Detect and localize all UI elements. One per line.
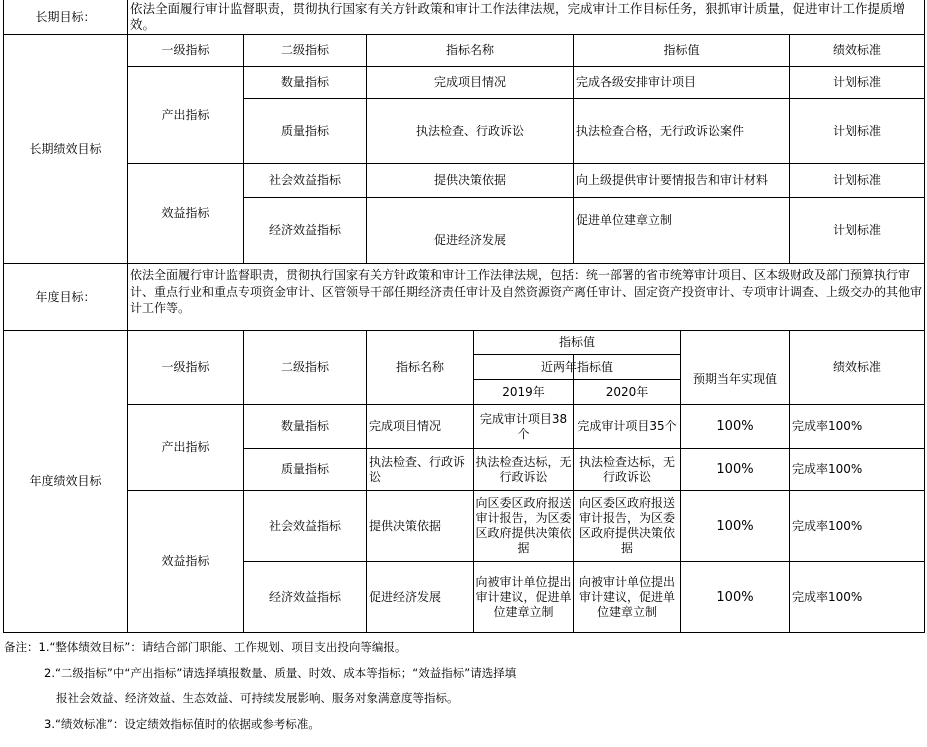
- an-row-social-standard: 完成率100%: [792, 518, 863, 533]
- lt-row-quantity-value: 完成各级安排审计项目: [576, 75, 697, 89]
- an-row-quantity-2020: 完成审计项目35个: [577, 419, 677, 433]
- note-3: 3.“绩效标准”：设定绩效指标值时的依据或参考标准。: [44, 717, 320, 731]
- an-row-social-name: 提供决策依据: [369, 518, 442, 533]
- long-term-goal-text: 依法全面履行审计监督职责，贯彻执行国家有关方针政策和审计工作法律法规，完成审计工作目标任务，狠抓审计质量，促进审计工作提质增效。: [130, 1, 906, 32]
- an-header-recent-two-years: 近两年指标值: [540, 359, 613, 374]
- lt-row-social-level2: 社会效益指标: [268, 173, 341, 187]
- an-row-quantity-expected: 100%: [716, 419, 754, 434]
- lt-row-social-name: 提供决策依据: [433, 173, 506, 187]
- long-term-section-label: 长期绩效目标: [29, 141, 102, 156]
- lt-row-quantity-level2: 数量指标: [280, 75, 329, 89]
- an-header-name: 指标名称: [395, 360, 444, 374]
- an-row-economic-level2: 经济效益指标: [268, 589, 341, 604]
- lt-row-quality-level2: 质量指标: [280, 123, 329, 138]
- lt-header-standard: 绩效标准: [832, 43, 881, 57]
- an-row-quantity-level2: 数量指标: [280, 419, 329, 433]
- lt-row-social-standard: 计划标准: [832, 173, 881, 187]
- an-row-social-2020: 向区委区政府报送审计报告，为区委区政府提供决策依据: [578, 496, 675, 555]
- lt-row-economic-level2: 经济效益指标: [268, 223, 341, 237]
- lt-row-economic-standard: 计划标准: [832, 223, 881, 237]
- an-row-economic-expected: 100%: [716, 589, 754, 605]
- an-row-economic-standard: 完成率100%: [792, 589, 863, 604]
- annual-goal-text: 依法全面履行审计监督职责，贯彻执行国家有关方针政策和审计工作法律法规，包括：统一部署的省市统筹审计项目、区本级财政及部门预算执行审计、重点行业和重点专项资金审计、区管领导干部任期经济责任审计及自然资源资产离任审计、固定资产投资审计、专项审计调查、上级交办的其他审计工作等。: [130, 268, 923, 315]
- lt-row-quality-name: 执法检查、行政诉讼: [415, 123, 524, 138]
- lt-header-level1: 一级指标: [161, 43, 210, 57]
- an-row-quality-standard: 完成率100%: [792, 462, 863, 476]
- lt-row-social-value: 向上级提供审计要情报告和审计材料: [576, 173, 769, 187]
- an-row-quantity-name: 完成项目情况: [369, 419, 442, 433]
- lt-row-quality-standard: 计划标准: [832, 123, 881, 138]
- an-header-level1: 一级指标: [161, 360, 210, 374]
- lt-row-quantity-name: 完成项目情况: [433, 75, 506, 89]
- an-group-benefit-label: 效益指标: [161, 554, 210, 568]
- an-header-standard: 绩效标准: [832, 360, 881, 374]
- an-row-social-expected: 100%: [716, 518, 754, 534]
- note-2-line-2: 报社会效益、经济效益、生态效益、可持续发展影响、服务对象满意度等指标。: [56, 691, 459, 705]
- an-row-economic-name: 促进经济发展: [369, 589, 442, 604]
- an-row-quality-expected: 100%: [716, 462, 754, 477]
- an-row-quantity-standard: 完成率100%: [792, 419, 863, 433]
- lt-group-benefit-label: 效益指标: [161, 206, 210, 220]
- lt-row-economic-value: 促进单位建章立制: [576, 213, 673, 227]
- an-row-economic-2019: 向被审计单位提出审计建议，促进单位建章立制: [475, 574, 572, 619]
- an-row-quality-name: 执法检查、行政诉讼: [369, 454, 466, 484]
- an-row-quality-2019: 执法检查达标，无行政诉讼: [475, 454, 572, 484]
- lt-row-quantity-standard: 计划标准: [832, 75, 881, 89]
- an-header-expected: 预期当年实现值: [692, 372, 777, 386]
- lt-row-economic-name: 促进经济发展: [433, 233, 506, 247]
- an-row-economic-2020: 向被审计单位提出审计建议，促进单位建章立制: [578, 574, 675, 619]
- note-2-line-1: 2.“二级指标”中“产出指标”请选择填报数量、质量、时效、成本等指标；“效益指标”请选择填: [44, 666, 517, 680]
- lt-header-name: 指标名称: [445, 43, 494, 57]
- an-group-output-label: 产出指标: [161, 440, 210, 454]
- long-term-goal-label: 长期目标：: [35, 9, 96, 24]
- an-row-social-2019: 向区委区政府报送审计报告，为区委区政府提供决策依据: [475, 496, 572, 555]
- an-header-year-2020: 2020年: [605, 384, 649, 399]
- an-row-quality-level2: 质量指标: [280, 462, 329, 476]
- an-row-quality-2020: 执法检查达标，无行政诉讼: [578, 454, 675, 484]
- lt-header-value: 指标值: [663, 43, 700, 57]
- an-row-quantity-2019: 完成审计项目38个: [479, 411, 568, 441]
- annual-goal-label: 年度目标：: [35, 289, 96, 304]
- lt-group-output-label: 产出指标: [161, 107, 210, 122]
- annual-section-label: 年度绩效目标: [29, 474, 102, 488]
- lt-row-quality-value: 执法检查合格，无行政诉讼案件: [576, 123, 745, 138]
- note-1: 备注：1.“整体绩效目标”：请结合部门职能、工作规划、项目支出投向等编报。: [4, 640, 407, 654]
- an-header-year-2019: 2019年: [502, 384, 545, 399]
- an-header-value-group: 指标值: [558, 335, 595, 349]
- an-row-social-level2: 社会效益指标: [268, 518, 341, 533]
- lt-header-level2: 二级指标: [280, 43, 329, 57]
- an-header-level2: 二级指标: [280, 360, 329, 374]
